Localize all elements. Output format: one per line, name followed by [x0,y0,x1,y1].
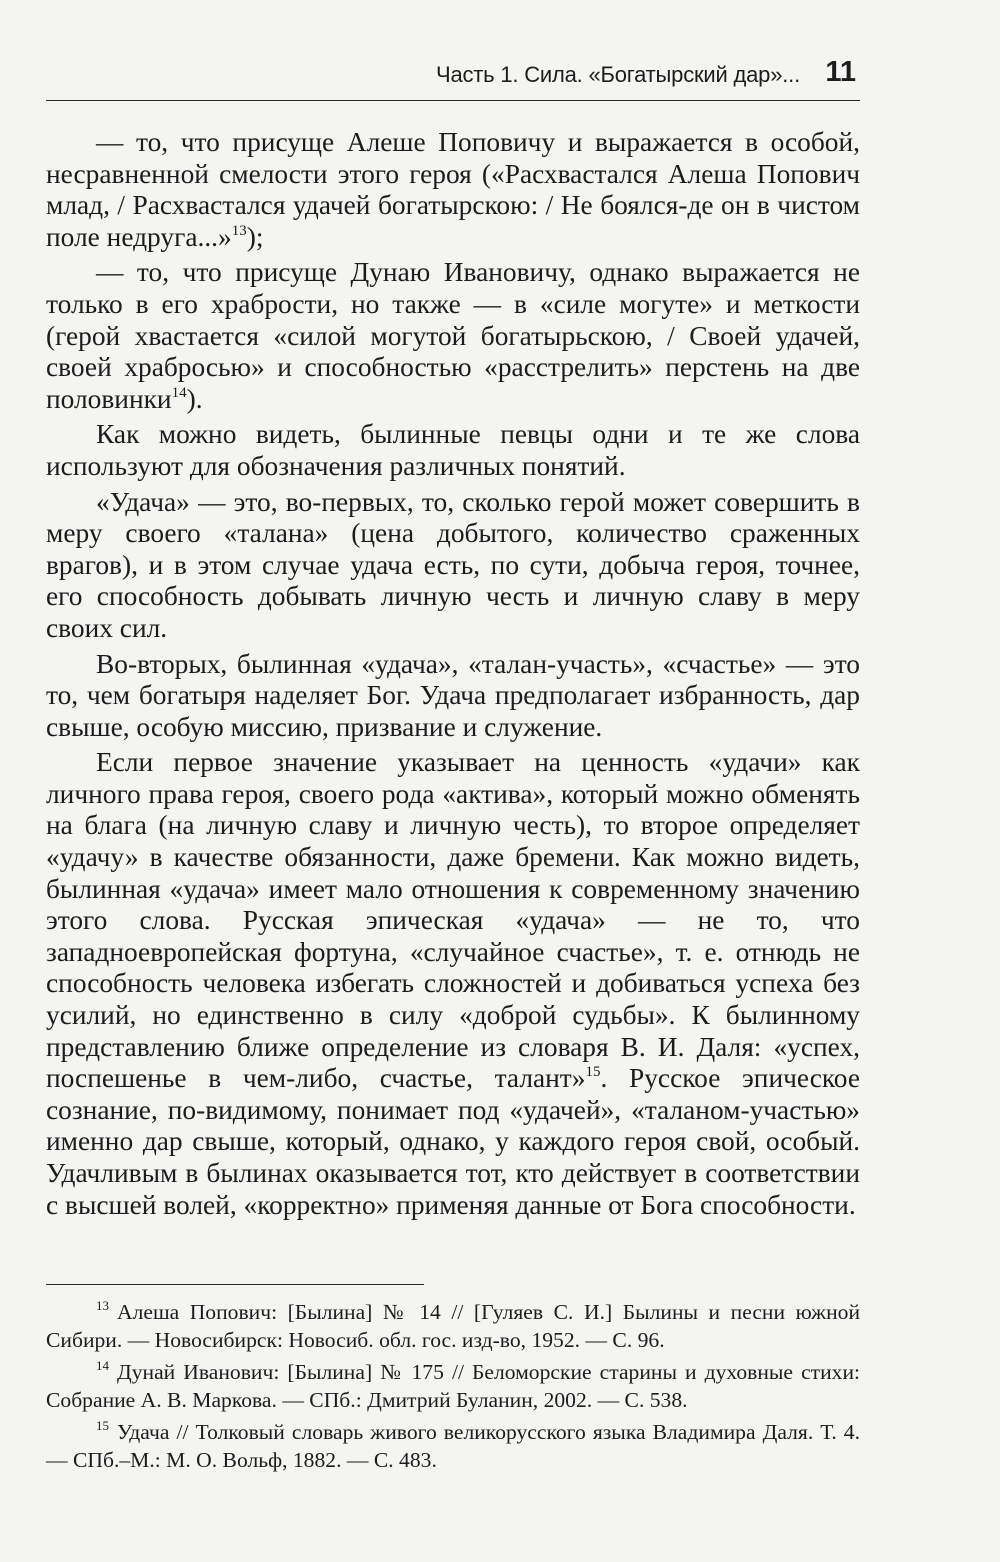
main-text [46,127,860,1225]
paragraph: — то, что присуще Дунаю Ивановичу, однако выражается не только в его храбрости, но также — в «силе могуте» и меткости (герой хвастается «силой могутой богатырьскою, / Своей удачей, своей храбросью» и способностью «расстрелить» перстень на две половинки$^{14}$). [46,257,860,414]
page-number: 11 [825,56,856,88]
footnote-divider [46,1284,424,1285]
footnote-number: 15 [96,1418,109,1433]
footnote-ref[interactable]: 15 [585,1064,601,1081]
paragraph: Во-вторых, былинная «удача», «талан-участь», «счастье» — это то, чем богатыря наделяет Бог. Удача предполагает избранность, дар свыше, особую миссию, призвание и служение. [46,648,860,742]
footnote: $^{14}$ Дунай Иванович: [Былина] № 175 // Беломорские старины и духовные стихи: Собрание А. В. Маркова. — СПб.: Дмитрий Буланин, 2002. — С. 538. [46,1358,860,1412]
running-head: Часть 1. Сила. «Богатырский дар»... [435,62,800,87]
footnote-ref[interactable]: 14 [171,384,187,401]
footnote-number: 14 [96,1358,109,1373]
paragraph: Если первое значение указывает на ценность «удачи» как личного права героя, своего рода «актива», который можно обменять на блага (на личную славу и личную честь), то второе определяет «удачу» в качестве обязанности, даже бремени. Как можно видеть, былинная «удача» имеет мало отношения к современному значению этого слова. Русская эпическая «удача» — не то, что западноевропейская фортуна, «случайное счастье», т. е. отнюдь не способность человека избегать сложностей и добиваться успеха без усилий, но единственно в силу «доброй судьбы». К былинному представлению ближе определение из словаря В. И. Даля: «успех, поспешенье в чем-либо, счастье, талант»$^{15}$. Русское эпическое сознание, по-видимому, понимает под «удачей», «таланом-участью» именно дар свыше, который, однако, у каждого героя свой, особый. Удачливым в былинах оказывается тот, кто действует в соответствии с высшей волей, «корректно» применяя данные от Бога способности. [46,747,860,1220]
footnote-number: 13 [96,1298,109,1313]
footnotes [46,1298,860,1478]
footnote: $^{15}$ Удача // Толковый словарь живого великорусского языка Владимира Даля. Т. 4. — СПб.–М.: М. О. Вольф, 1882. — С. 483. [46,1418,860,1472]
page-header [46,56,860,101]
footnote-ref[interactable]: 13 [231,222,247,239]
footnote: $^{13}$ Алеша Попович: [Былина] № 14 // [Гуляев С. И.] Былины и песни южной Сибири. — Новосибирск: Новосиб. обл. гос. изд-во, 1952. — С. 96. [46,1298,860,1352]
paragraph: Как можно видеть, былинные певцы одни и те же слова используют для обозначения различных понятий. [46,419,860,481]
paragraph: — то, что присуще Алеше Поповичу и выражается в особой, несравненной смелости этого героя («Расхвастался Алеша Попович млад, / Расхвастался удачей богатырскою: / Не боялся-де он в чистом поле недруга...»$^{13}$); [46,127,860,252]
paragraph: «Удача» — это, во-первых, то, сколько герой может совершить в меру своего «талана» (цена добытого, количество сраженных врагов), и в этом случае удача есть, по сути, добыча героя, точнее, его способность добывать личную честь и личную славу в меру своих сил. [46,486,860,643]
